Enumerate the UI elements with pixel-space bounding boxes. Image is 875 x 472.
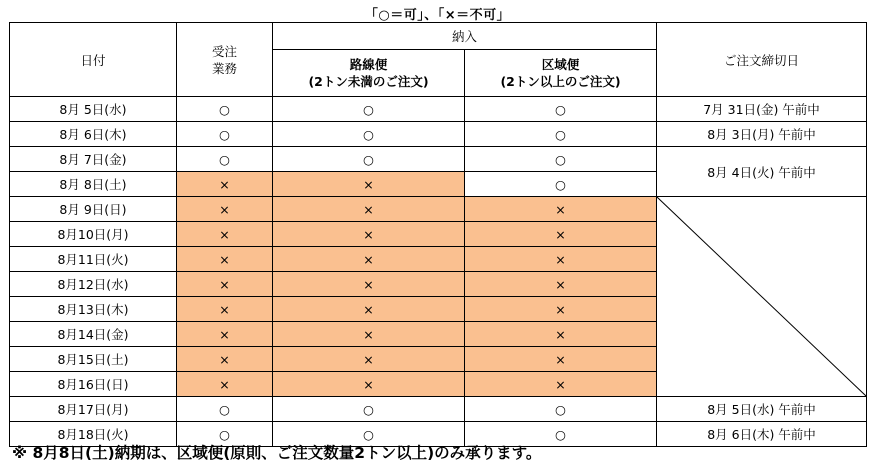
table-row (10, 397, 867, 422)
order-availability-cell: × (177, 197, 273, 222)
date-cell: 8月12日(水) (10, 272, 177, 297)
route-availability-cell: × (273, 347, 465, 372)
date-cell: 8月17日(月) (10, 397, 177, 422)
order-availability-cell: ○ (177, 422, 273, 447)
route-availability-cell: ○ (273, 122, 465, 147)
order-availability-cell: ○ (177, 397, 273, 422)
route-availability-cell: ○ (273, 397, 465, 422)
footnote: ※ 8月8日(土)納期は、区域便(原則、ご注文数量2トン以上)のみ承ります。 (12, 444, 542, 462)
route-availability-cell: ○ (273, 147, 465, 172)
deadline-cell: 8月 4日(火) 午前中 (657, 147, 867, 197)
header-route-title: 路線便 (349, 57, 388, 72)
area-availability-cell: × (465, 297, 657, 322)
header-delivery: 納入 (273, 23, 657, 50)
route-availability-cell: × (273, 222, 465, 247)
header-area-delivery (465, 50, 657, 97)
route-availability-cell: × (273, 297, 465, 322)
date-cell: 8月18日(火) (10, 422, 177, 447)
date-cell: 8月16日(日) (10, 372, 177, 397)
route-availability-cell: ○ (273, 97, 465, 122)
area-availability-cell: × (465, 372, 657, 397)
area-availability-cell: ○ (465, 97, 657, 122)
order-availability-cell: ○ (177, 147, 273, 172)
deadline-cell: 8月 3日(月) 午前中 (657, 122, 867, 147)
area-availability-cell: × (465, 272, 657, 297)
table-row (10, 97, 867, 122)
date-cell: 8月15日(土) (10, 347, 177, 372)
area-availability-cell: × (465, 197, 657, 222)
date-cell: 8月 7日(金) (10, 147, 177, 172)
deadline-cell: 8月 6日(木) 午前中 (657, 422, 867, 447)
area-availability-cell: × (465, 347, 657, 372)
route-availability-cell: × (273, 172, 465, 197)
header-route-subtitle: (2トン未満のご注文) (308, 74, 429, 89)
deadline-not-applicable-cell (657, 197, 867, 397)
table-row (10, 147, 867, 172)
deadline-cell: 7月 31日(金) 午前中 (657, 97, 867, 122)
diagonal-strike-line (657, 197, 866, 396)
delivery-schedule-table-wrap (9, 22, 866, 442)
order-availability-cell: ○ (177, 122, 273, 147)
date-cell: 8月 6日(木) (10, 122, 177, 147)
order-availability-cell: ○ (177, 97, 273, 122)
header-order-work: 受注 業務 (177, 23, 273, 97)
area-availability-cell: ○ (465, 172, 657, 197)
order-availability-cell: × (177, 247, 273, 272)
header-date: 日付 (10, 23, 177, 97)
route-availability-cell: × (273, 372, 465, 397)
date-cell: 8月13日(木) (10, 297, 177, 322)
delivery-schedule-table (9, 22, 867, 447)
area-availability-cell: ○ (465, 397, 657, 422)
date-cell: 8月 9日(日) (10, 197, 177, 222)
header-deadline: ご注文締切日 (657, 23, 867, 97)
area-availability-cell: ○ (465, 122, 657, 147)
table-row (10, 197, 867, 222)
route-availability-cell: × (273, 322, 465, 347)
deadline-cell: 8月 5日(水) 午前中 (657, 397, 867, 422)
date-cell: 8月11日(火) (10, 247, 177, 272)
header-area-title: 区域便 (541, 57, 580, 72)
order-availability-cell: × (177, 222, 273, 247)
route-availability-cell: × (273, 272, 465, 297)
date-cell: 8月 8日(土) (10, 172, 177, 197)
route-availability-cell: × (273, 197, 465, 222)
order-availability-cell: × (177, 297, 273, 322)
availability-legend: 「○＝可」、「×＝不可」 (364, 8, 511, 23)
order-availability-cell: × (177, 372, 273, 397)
area-availability-cell: ○ (465, 147, 657, 172)
area-availability-cell: ○ (465, 422, 657, 447)
header-area-subtitle: (2トン以上のご注文) (500, 74, 621, 89)
order-availability-cell: × (177, 172, 273, 197)
date-cell: 8月 5日(水) (10, 97, 177, 122)
route-availability-cell: ○ (273, 422, 465, 447)
area-availability-cell: × (465, 222, 657, 247)
order-availability-cell: × (177, 272, 273, 297)
area-availability-cell: × (465, 322, 657, 347)
area-availability-cell: × (465, 247, 657, 272)
date-cell: 8月10日(月) (10, 222, 177, 247)
route-availability-cell: × (273, 247, 465, 272)
order-availability-cell: × (177, 347, 273, 372)
table-row (10, 122, 867, 147)
order-availability-cell: × (177, 322, 273, 347)
header-route-delivery (273, 50, 465, 97)
date-cell: 8月14日(金) (10, 322, 177, 347)
